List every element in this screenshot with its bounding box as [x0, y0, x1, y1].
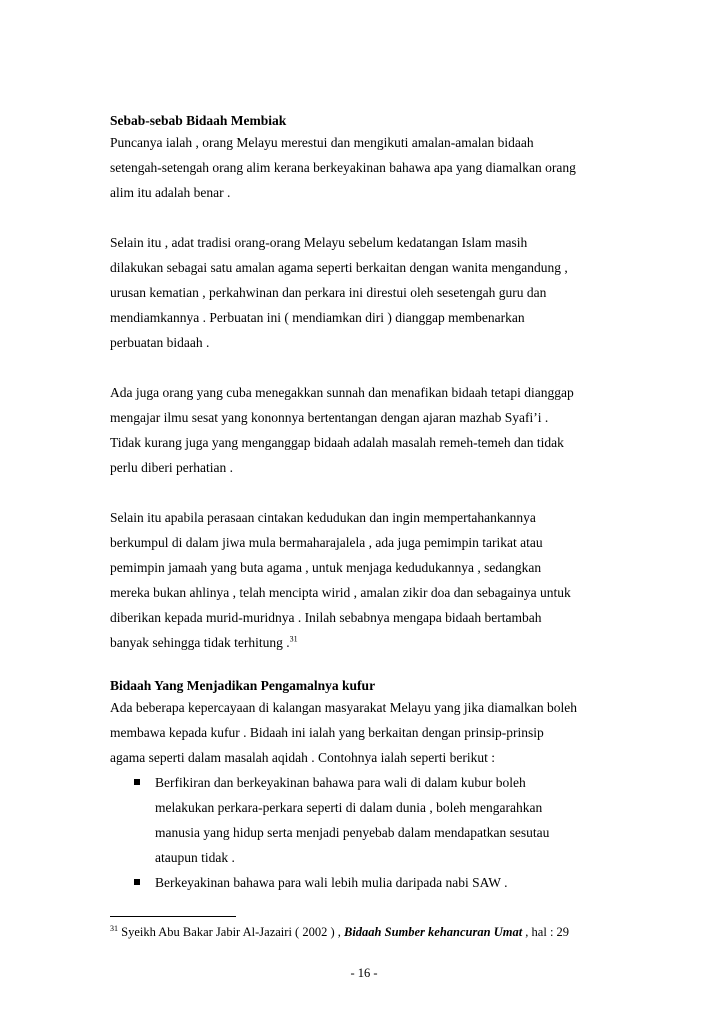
- paragraph: [110, 130, 630, 205]
- text-line: Berfikiran dan berkeyakinan bahawa para wali di dalam kubur boleh: [155, 775, 526, 790]
- text-line: mereka bukan ahlinya , telah mencipta wirid , amalan zikir doa dan sebagainya untuk: [110, 585, 571, 600]
- footnote-text: Syeikh Abu Bakar Jabir Al-Jazairi ( 2002 ) ,: [118, 925, 344, 939]
- section-heading-causes: Sebab-sebab Bidaah Membiak: [110, 113, 287, 128]
- text-line: ataupun tidak .: [155, 850, 235, 865]
- square-bullet-icon: [134, 879, 140, 885]
- text-line: agama seperti dalam masalah aqidah . Contohnya ialah seperti berikut :: [110, 750, 495, 765]
- text-line: urusan kematian , perkahwinan dan perkara ini direstui oleh sesetengah guru dan: [110, 285, 547, 300]
- footnote-text: , hal : 29: [522, 925, 570, 939]
- text-line: perbuatan bidaah .: [110, 335, 210, 350]
- paragraph: [110, 695, 630, 770]
- text-line: Puncanya ialah , orang Melayu merestui dan mengikuti amalan-amalan bidaah: [110, 135, 534, 150]
- text-line: pemimpin jamaah yang buta agama , untuk menjaga kedudukannya , sedangkan: [110, 560, 542, 575]
- paragraph: [110, 505, 630, 655]
- list-item: [110, 770, 630, 870]
- text-line: perlu diberi perhatian .: [110, 460, 233, 475]
- text-line: mendiamkannya . Perbuatan ini ( mendiamkan diri ) dianggap membenarkan: [110, 310, 525, 325]
- footnote: [110, 925, 569, 940]
- footnote-number: 31: [110, 923, 118, 933]
- text-line: Ada juga orang yang cuba menegakkan sunnah dan menafikan bidaah tetapi dianggap: [110, 385, 574, 400]
- section-heading-kufur: Bidaah Yang Menjadikan Pengamalnya kufur: [110, 678, 376, 693]
- text-line: Selain itu apabila perasaan cintakan kedudukan dan ingin mempertahankannya: [110, 510, 536, 525]
- page-content: [110, 112, 630, 895]
- text-line: manusia yang hidup serta menjadi penyebab dalam mendapatkan sesutau: [155, 825, 550, 840]
- list-item: [110, 870, 630, 895]
- text-line: melakukan perkara-perkara seperti di dalam dunia , boleh mengarahkan: [155, 800, 543, 815]
- text-line: dilakukan sebagai satu amalan agama seperti berkaitan dengan wanita mengandung ,: [110, 260, 568, 275]
- text-line: Berkeyakinan bahawa para wali lebih mulia daripada nabi SAW .: [155, 875, 508, 890]
- paragraph: [110, 230, 630, 355]
- text-line: Tidak kurang juga yang menganggap bidaah adalah masalah remeh-temeh dan tidak: [110, 435, 564, 450]
- text-line: [110, 630, 630, 655]
- paragraph: [110, 380, 630, 480]
- bullet-list: [110, 770, 630, 895]
- text-line: diberikan kepada murid-muridnya . Inilah sebabnya mengapa bidaah bertambah: [110, 610, 542, 625]
- footnote-reference: 31: [289, 634, 298, 644]
- text-line: Selain itu , adat tradisi orang-orang Melayu sebelum kedatangan Islam masih: [110, 235, 528, 250]
- text-line: mengajar ilmu sesat yang kononnya bertentangan dengan ajaran mazhab Syafi’i .: [110, 410, 549, 425]
- text-line: setengah-setengah orang alim kerana berkeyakinan bahawa apa yang diamalkan orang: [110, 160, 576, 175]
- text-line: membawa kepada kufur . Bidaah ini ialah yang berkaitan dengan prinsip-prinsip: [110, 725, 544, 740]
- text-line: berkumpul di dalam jiwa mula bermaharajalela , ada juga pemimpin tarikat atau: [110, 535, 543, 550]
- text-line-content: banyak sehingga tidak terhitung .: [110, 635, 290, 650]
- page-number: - 16 -: [350, 966, 378, 980]
- text-line: Ada beberapa kepercayaan di kalangan masyarakat Melayu yang jika diamalkan boleh: [110, 700, 578, 715]
- footnote-title: Bidaah Sumber kehancuran Umat: [344, 925, 523, 939]
- footnote-divider: [110, 916, 236, 917]
- square-bullet-icon: [134, 779, 140, 785]
- text-line: alim itu adalah benar .: [110, 185, 231, 200]
